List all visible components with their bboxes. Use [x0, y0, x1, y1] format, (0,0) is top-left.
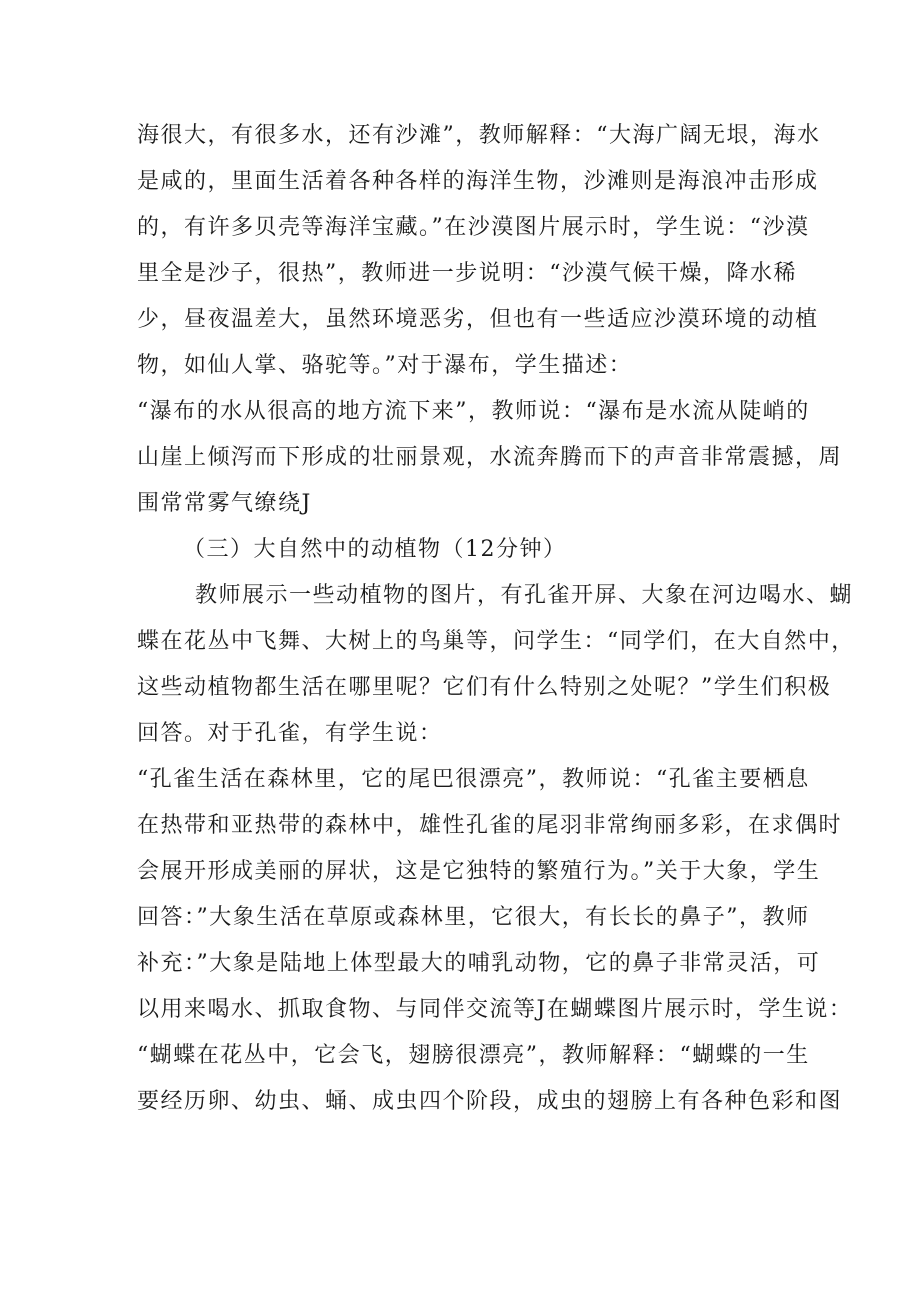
section-heading: （三）大自然中的动植物（12分钟） — [183, 537, 567, 562]
paragraph-line: 少，昼夜温差大，虽然环境恶劣，但也有一些适应沙漠环境的动植 — [137, 307, 819, 332]
paragraph-line: 要经历卵、幼虫、蛹、成虫四个阶段，成虫的翅膀上有各种色彩和图 — [137, 1089, 843, 1114]
paragraph-line: 围常常雾气缭绕J — [137, 491, 312, 516]
paragraph-line: 补充：”大象是陆地上体型最大的哺乳动物，它的鼻子非常灵活，可 — [137, 951, 821, 976]
paragraph-line: 蝶在花丛中飞舞、大树上的鸟巢等，问学生：“同学们，在大自然中， — [137, 629, 855, 654]
paragraph-line: 在热带和亚热带的森林中，雄性孔雀的尾羽非常绚丽多彩，在求偶时 — [137, 813, 843, 838]
paragraph-line: 的，有许多贝壳等海洋宝藏。”在沙漠图片展示时，学生说：“沙漠 — [137, 215, 810, 240]
paragraph-line: 是咸的，里面生活着各种各样的海洋生物，沙滩则是海浪冲击形成 — [137, 169, 819, 194]
paragraph-line: 教师展示一些动植物的图片，有孔雀开屏、大象在河边喝水、蝴 — [195, 583, 854, 608]
paragraph-line: 回答。对于孔雀，有学生说： — [137, 721, 443, 746]
paragraph-line: “瀑布的水从很高的地方流下来”，教师说：“瀑布是水流从陡峭的 — [137, 399, 810, 424]
paragraph-line: 物，如仙人掌、骆驼等。”对于瀑布，学生描述： — [137, 353, 633, 378]
paragraph-line: “孔雀生活在森林里，它的尾巴很漂亮”，教师说：“孔雀主要栖息 — [137, 767, 810, 792]
paragraph-line: 山崖上倾泻而下形成的壮丽景观，水流奔腾而下的声音非常震撼，周 — [137, 445, 843, 470]
paragraph-line: 海很大，有很多水，还有沙滩”，教师解释：“大海广阔无垠，海水 — [137, 123, 821, 148]
paragraph-line: “蝴蝶在花丛中，它会飞，翅膀很漂亮”，教师解释：“蝴蝶的一生 — [137, 1043, 810, 1068]
paragraph-line: 里全是沙子，很热”，教师进一步说明：“沙漠气候干燥，降水稀 — [137, 261, 797, 286]
paragraph-line: 以用来喝水、抓取食物、与同伴交流等J在蝴蝶图片展示时，学生说： — [137, 997, 853, 1022]
paragraph-line: 回答：”大象生活在草原或森林里，它很大，有长长的鼻子”，教师 — [137, 905, 810, 930]
paragraph-line: 这些动植物都生活在哪里呢？它们有什么特别之处呢？”学生们积极 — [137, 675, 832, 700]
paragraph-line: 会展开形成美丽的屏状，这是它独特的繁殖行为。”关于大象，学生 — [137, 859, 821, 884]
